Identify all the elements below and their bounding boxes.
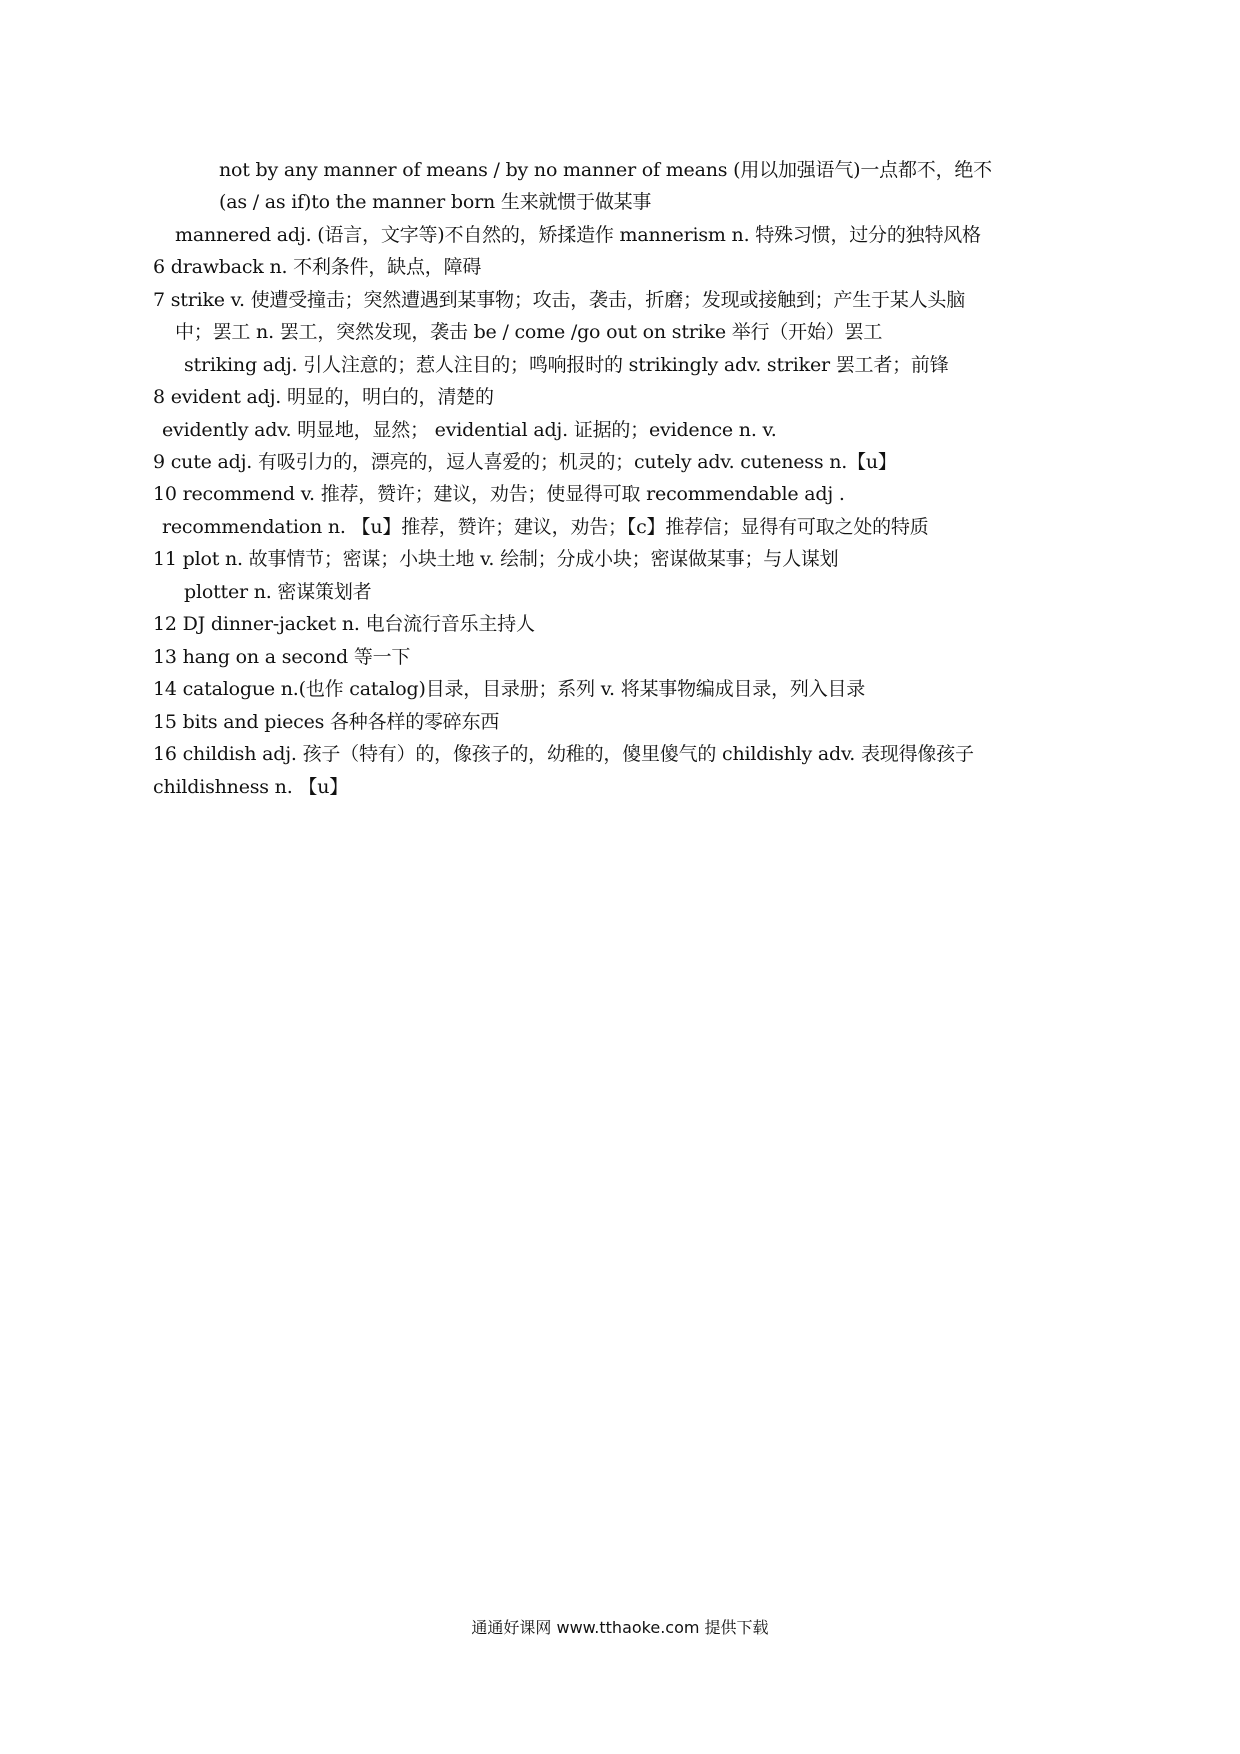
text-line: plotter n. 密谋策划者 (184, 581, 372, 603)
text-line: 16 childish adj. 孩子（特有）的，像孩子的，幼稚的，傻里傻气的 childishly adv. 表现得像孩子 (153, 743, 974, 765)
text-line: 15 bits and pieces 各种各样的零碎东西 (153, 711, 500, 733)
text-line: 中；罢工 n. 罢工，突然发现，袭击 be / come /go out on strike 举行（开始）罢工 (175, 321, 883, 343)
text-line: 8 evident adj. 明显的，明白的，清楚的 (153, 386, 494, 408)
text-line: striking adj. 引人注意的；惹人注目的；鸣响报时的 strikingly adv. striker 罢工者；前锋 (184, 354, 949, 376)
text-line: 14 catalogue n.(也作 catalog)目录，目录册；系列 v. 将某事物编成目录，列入目录 (153, 678, 866, 700)
text-line: mannered adj. (语言，文字等)不自然的，矫揉造作 mannerism n. 特殊习惯，过分的独特风格 (175, 224, 981, 246)
text-line: 6 drawback n. 不利条件，缺点，障碍 (153, 256, 482, 278)
text-line: (as / as if)to the manner born 生来就惯于做某事 (219, 191, 652, 213)
text-line: childishness n. 【u】 (153, 776, 349, 798)
page-footer: 通通好课网 www.tthaoke.com 提供下载 (471, 1618, 769, 1637)
text-line: 13 hang on a second 等一下 (153, 646, 411, 668)
text-line: not by any manner of means / by no manner of means (用以加强语气)一点都不，绝不 (219, 159, 992, 181)
text-line: recommendation n. 【u】推荐，赞许；建议，劝告；【c】推荐信；显得有可取之处的特质 (162, 516, 929, 538)
text-line: 11 plot n. 故事情节；密谋；小块土地 v. 绘制；分成小块；密谋做某事；与人谋划 (153, 548, 839, 570)
text-line: 7 strike v. 使遭受撞击；突然遭遇到某事物；攻击，袭击，折磨；发现或接触到；产生于某人头脑 (153, 289, 966, 311)
text-line: 9 cute adj. 有吸引力的，漂亮的，逗人喜爱的；机灵的；cutely adv. cuteness n.【u】 (153, 451, 897, 473)
text-line: 12 DJ dinner-jacket n. 电台流行音乐主持人 (153, 613, 535, 635)
text-line: evidently adv. 明显地，显然； evidential adj. 证据的；evidence n. v. (162, 419, 777, 441)
text-line: 10 recommend v. 推荐，赞许；建议，劝告；使显得可取 recommendable adj . (153, 483, 845, 505)
